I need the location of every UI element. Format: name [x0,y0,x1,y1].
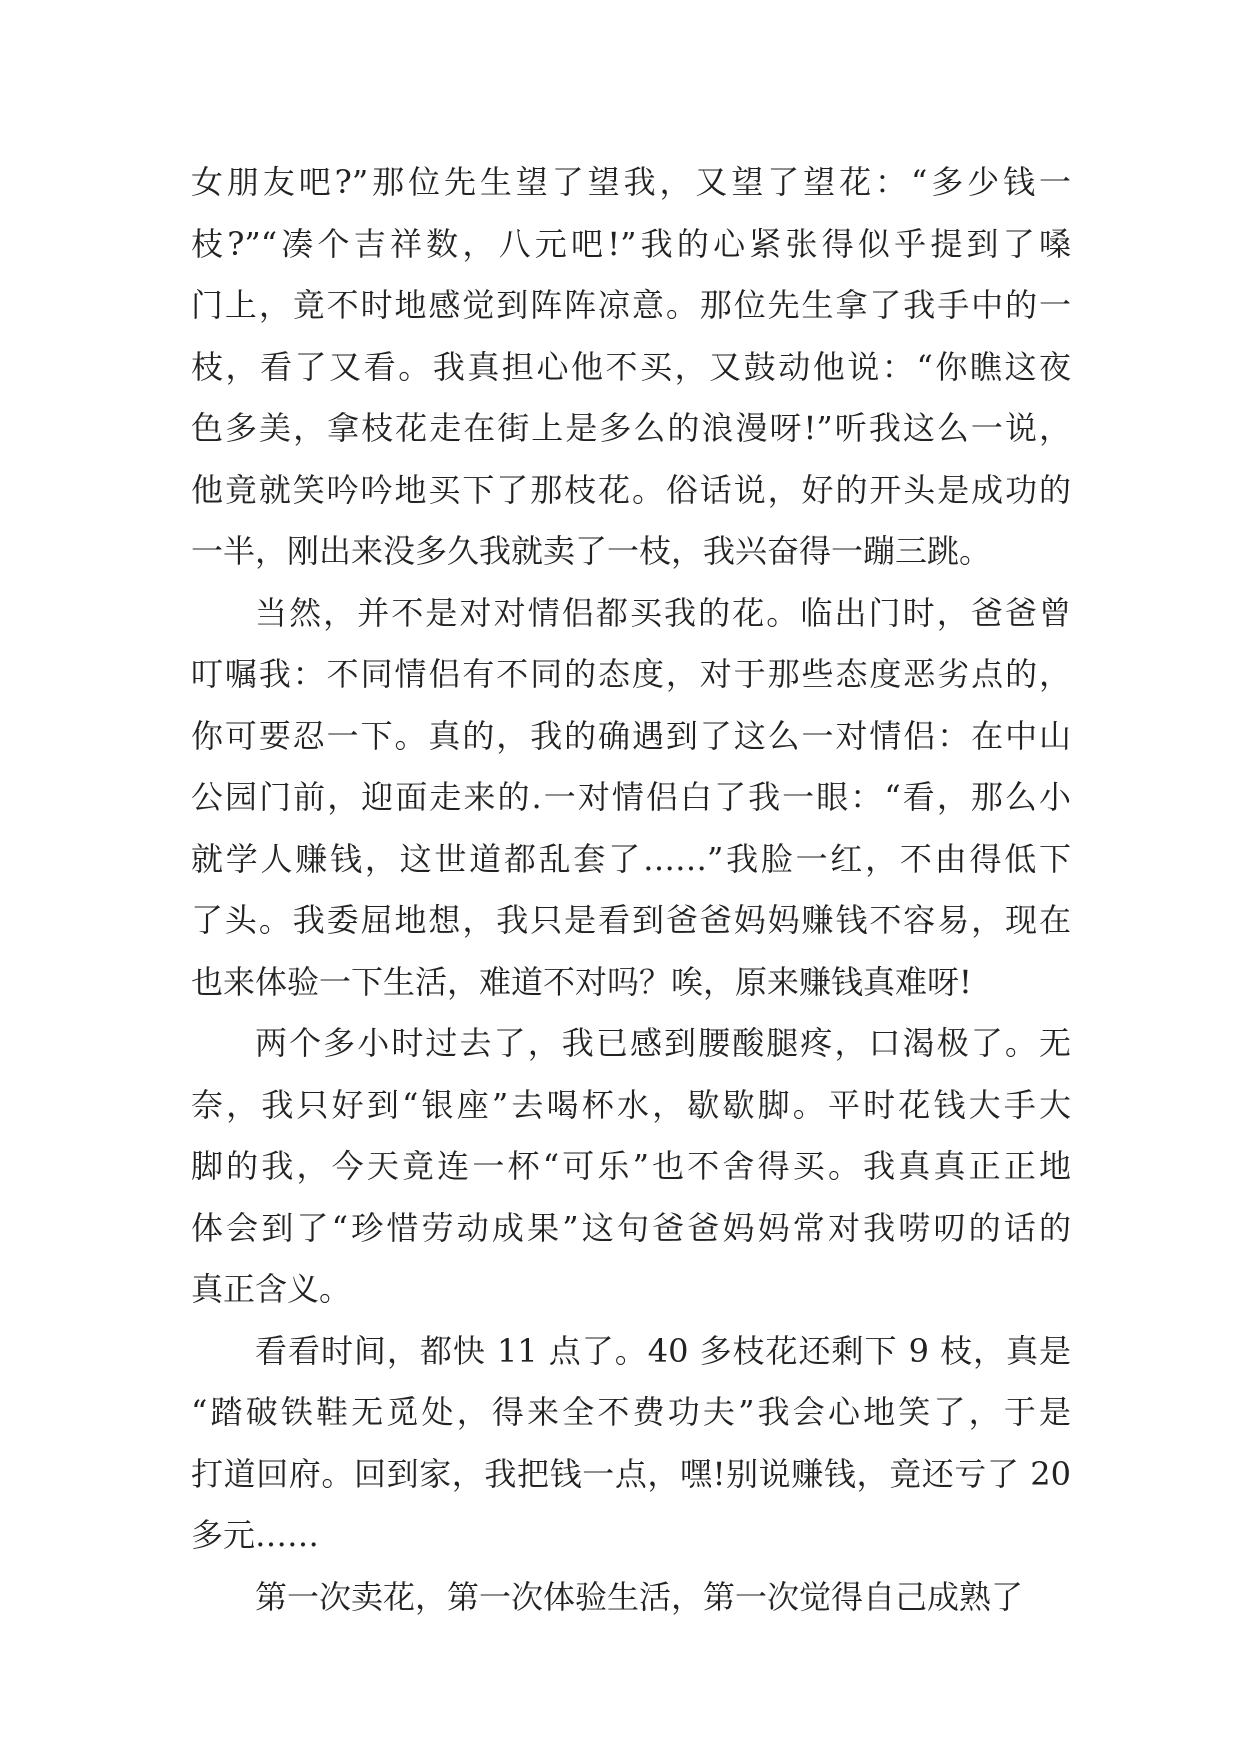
text-line: 体会到了“珍惜劳动成果”这句爸爸妈妈常对我唠叨的话的 [191,1208,1071,1247]
body-text [191,152,1071,1628]
text-line: 公园门前，迎面走来的.一对情侣白了我一眼：“看，那么小 [191,778,1071,816]
text-line: 叮嘱我：不同情侣有不同的态度，对于那些态度恶劣点的， [191,655,1071,693]
text-line: 色多美，拿枝花走在街上是多么的浪漫呀!”听我这么一说， [191,409,1071,447]
paragraph [191,1321,1071,1567]
paragraph [191,1013,1071,1321]
text-line: 奈，我只好到“银座”去喝杯水，歇歇脚。平时花钱大手大 [191,1085,1071,1124]
text-line: 当然，并不是对对情侣都买我的花。临出门时，爸爸曾 [255,593,1071,632]
text-line: 女朋友吧?”那位先生望了望我，又望了望花：“多少钱一 [191,163,1071,201]
text-line: 一半，刚出来没多久我就卖了一枝，我兴奋得一蹦三跳。 [191,532,992,570]
text-line: 看看时间，都快 11 点了。40 多枝花还剩下 9 枝，真是 [255,1331,1071,1370]
text-line: 两个多小时过去了，我已感到腰酸腿疼，口渴极了。无 [255,1024,1071,1062]
paragraph [191,1567,1071,1629]
paragraph [191,152,1071,583]
text-line: 枝，看了又看。我真担心他不买，又鼓动他说：“你瞧这夜 [191,347,1071,386]
text-line: 脚的我，今天竟连一杯“可乐”也不舍得买。我真真正正地 [191,1147,1071,1185]
text-line: 真正含义。 [191,1270,352,1308]
text-line: “踏破铁鞋无觅处，得来全不费功夫”我会心地笑了，于是 [191,1393,1071,1431]
paragraph [191,583,1071,1014]
text-line: 就学人赚钱，这世道都乱套了……”我脸一红，不由得低下 [191,839,1071,878]
text-line: 第一次卖花，第一次体验生活，第一次觉得自己成熟了 [255,1577,1024,1616]
text-line: 也来体验一下生活，难道不对吗？唉，原来赚钱真难呀! [191,962,972,1001]
text-line: 枝?”“凑个吉祥数，八元吧!”我的心紧张得似乎提到了嗓 [191,224,1071,263]
text-line: 门上，竟不时地感觉到阵阵凉意。那位先生拿了我手中的一 [191,286,1071,324]
text-line: 多元…… [191,1516,320,1554]
text-line: 你可要忍一下。真的，我的确遇到了这么一对情侣：在中山 [191,716,1071,755]
text-line: 他竟就笑吟吟地买下了那枝花。俗话说，好的开头是成功的 [191,470,1071,509]
text-line: 打道回府。回到家，我把钱一点，嘿!别说赚钱，竟还亏了 20 [191,1454,1071,1493]
text-line: 了头。我委屈地想，我只是看到爸爸妈妈赚钱不容易，现在 [191,901,1071,939]
